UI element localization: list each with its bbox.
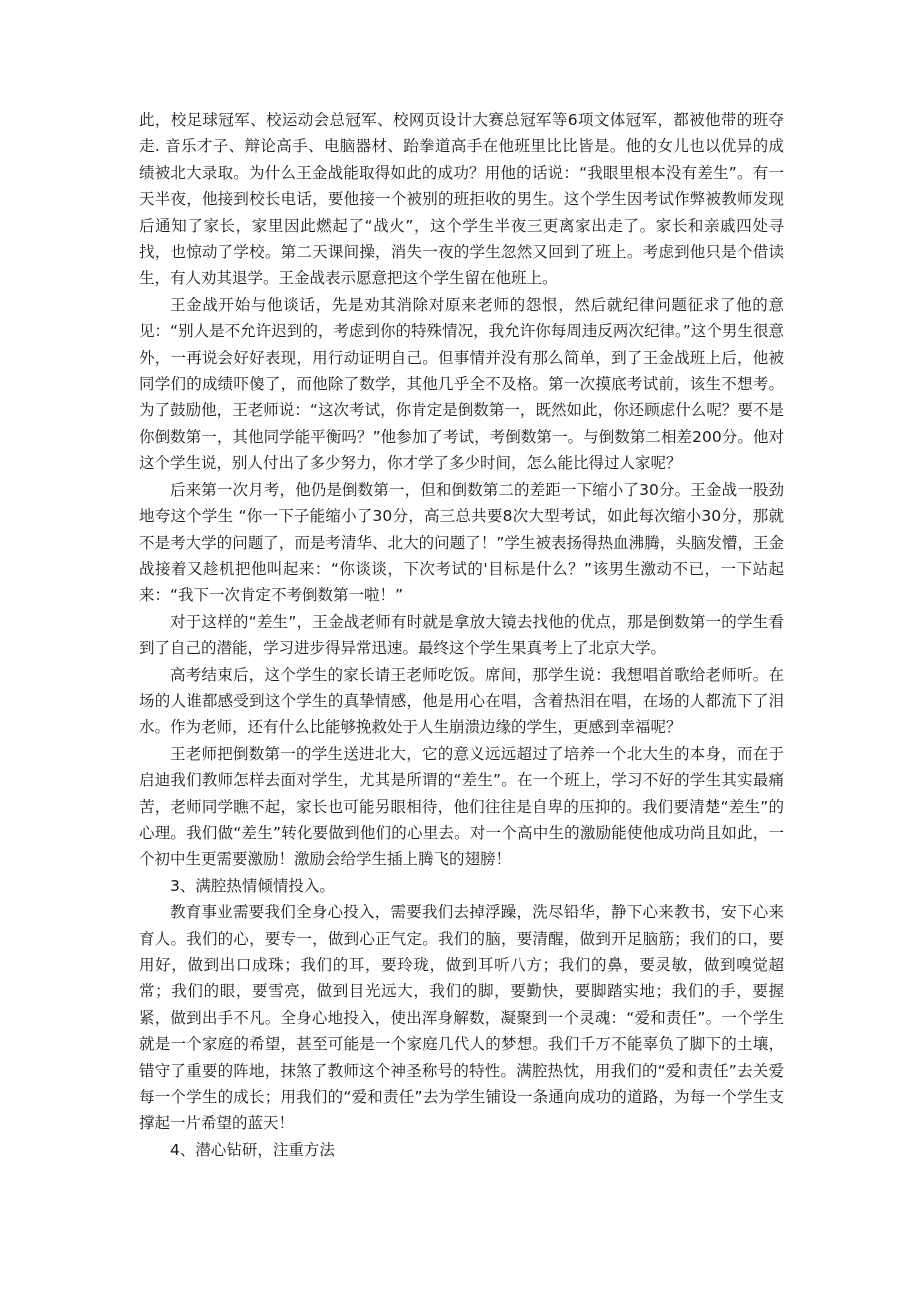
paragraph-3: 后来第一次月考，他仍是倒数第一，但和倒数第二的差距一下缩小了30分。王金战一股劲地夸这个学生 “你一下子能缩小了30分，高三总共要8次大型考试，如此每次缩小30分，那就不是考大学的问题了，而是考清华、北大的问题了！”学生被表扬得热血沸腾，头脑发懵，王金战接着又趁机把他叫起来：“你谈谈，下次考试的'目标是什么？”该男生激动不已，一下站起来：“我下一次肯定不考倒数第一啦！” (139, 480, 784, 605)
paragraph-2: 王金战开始与他谈话，先是劝其消除对原来老师的怨恨，然后就纪律问题征求了他的意见：“别人是不允许迟到的，考虑到你的特殊情况，我允许你每周违反两次纪律。”这个男生很意外，一再说会好好表现，用行动证明自己。但事情并没有那么简单，到了王金战班上后，他被同学们的成绩吓傻了，而他除了数学，其他几乎全不及格。第一次摸底考试前，该生不想考。为了鼓励他，王老师说：“这次考试，你肯定是倒数第一，既然如此，你还顾虑什么呢？要不是你倒数第一，其他同学能平衡吗？”他参加了考试，考倒数第一。与倒数第二相差200分。他对这个学生说，别人付出了多少努力，你才学了多少时间，怎么能比得过人家呢？ (139, 295, 784, 473)
section-heading-3: 3、满腔热情倾情投入。 (170, 876, 335, 895)
paragraph-7: 教育事业需要我们全身心投入，需要我们去掉浮躁，洗尽铅华，静下心来教书，安下心来育人。我们的心，要专一，做到心正气定。我们的脑，要清醒，做到开足脑筋；我们的口，要用好，做到出口成珠；我们的耳，要玲珑，做到耳听八方；我们的鼻，要灵敏，做到嗅觉超常；我们的眼，要雪亮，做到目光远大，我们的脚，要勤快，要脚踏实地；我们的手，要握紧，做到出手不凡。全身心地投入，使出浑身解数，凝聚到一个灵魂：“爱和责任”。一个学生就是一个家庭的希望，甚至可能是一个家庭几代人的梦想。我们千万不能辜负了脚下的土壤，错守了重要的阵地，抹煞了教师这个神圣称号的特性。满腔热忱，用我们的“爱和责任”去关爱每一个学生的成长；用我们的“爱和责任”去为学生铺设一条通向成功的道路，为每一个学生支撑起一片希望的蓝天！ (139, 903, 784, 1133)
paragraph-4: 对于这样的“差生”，王金战老师有时就是拿放大镜去找他的优点，那是倒数第一的学生看到了自己的潜能，学习进步得异常迅速。最终这个学生果真考上了北京大学。 (139, 612, 784, 658)
paragraph-1: 此，校足球冠军、校运动会总冠军、校网页设计大赛总冠军等6项文体冠军，都被他带的班夺走. 音乐才子、辩论高手、电脑器材、跆拳道高手在他班里比比皆是。他的女儿也以优异的成绩被北大录取。为什么王金战能取得如此的成功？用他的话说：“我眼里根本没有差生”。有一天半夜，他接到校长电话，要他接一个被别的班拒收的男生。这个学生因考试作弊被教师发现后通知了家长，家里因此燃起了“战火”，这个学生半夜三更离家出走了。家长和亲戚四处寻找，也惊动了学校。第二天课间操，消失一夜的学生忽然又回到了班上。考虑到他只是个借读生，有人劝其退学。王金战表示愿意把这个学生留在他班上。 (139, 111, 784, 288)
paragraph-6: 王老师把倒数第一的学生送进北大，它的意义远远超过了培养一个北大生的本身，而在于启迪我们教师怎样去面对学生，尤其是所谓的“差生”。在一个班上，学习不好的学生其实最痛苦，老师同学瞧不起，家长也可能另眼相待，他们往往是自卑的压抑的。我们要清楚“差生”的心理。我们做“差生”转化要做到他们的心里去。对一个高中生的激励能使他成功尚且如此，一个初中生更需要激励！激励会给学生插上腾飞的翅膀！ (139, 744, 784, 869)
section-heading-4: 4、潜心钻研，注重方法 (170, 1140, 335, 1159)
document-body (139, 107, 784, 1163)
paragraph-5: 高考结束后，这个学生的家长请王老师吃饭。席间，那学生说：我想唱首歌给老师听。在场的人谁都感受到这个学生的真挚情感，他是用心在唱，含着热泪在唱，在场的人都流下了泪水。作为老师，还有什么比能够挽救处于人生崩溃边缘的学生，更感到幸福呢？ (139, 665, 784, 737)
